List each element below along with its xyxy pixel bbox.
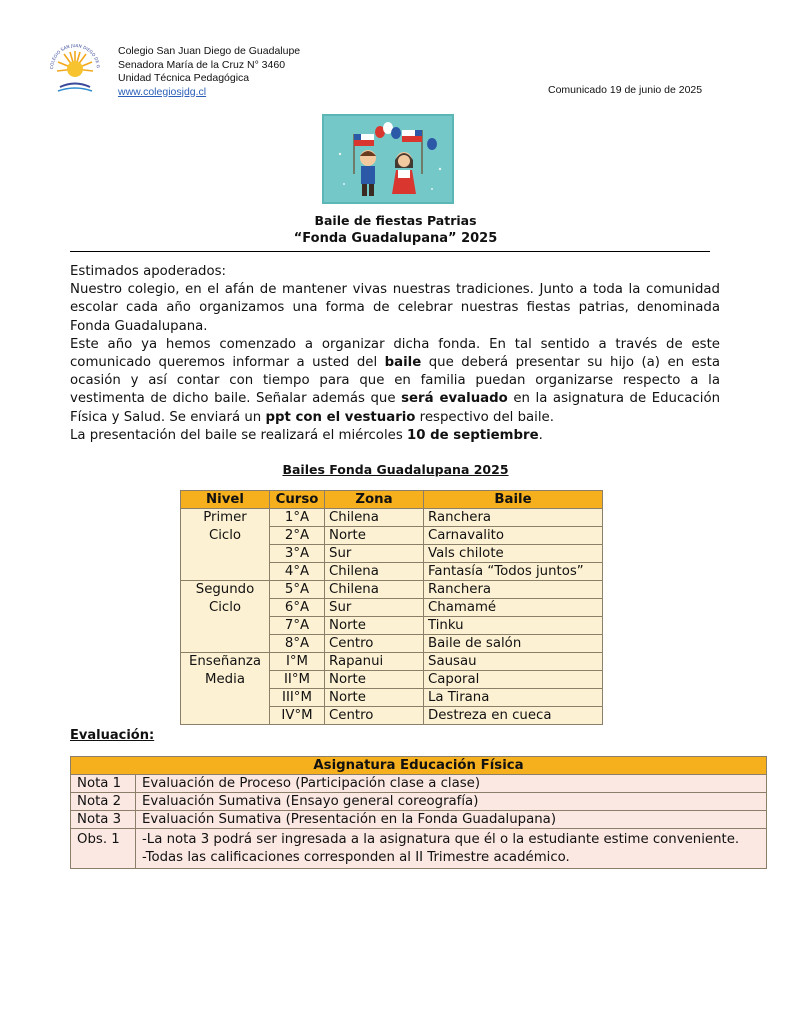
paragraph-1: Nuestro colegio, en el afán de mantener vivas nuestras tradiciones. Junto a toda la comunidad escolar cada año organizamos una forma de celebrar nuestras fiestas patrias, denominada Fonda Guadalupana. xyxy=(70,282,720,334)
comunicado-date: Comunicado 19 de junio de 2025 xyxy=(548,84,703,96)
curso-cell: 3°A xyxy=(270,545,325,563)
table-row xyxy=(71,793,767,811)
baile-cell: Sausau xyxy=(424,653,603,671)
column-header: Nivel xyxy=(181,491,270,509)
paragraph-2: Este año ya hemos comenzado a organizar dicha fonda. En tal sentido a través de este comunicado queremos informar a usted del baile que deberá presentar su hijo (a) en esta ocasión y así contar con tiempo para que en familia puedan organizarse respecto a la vestimenta de dicho baile. Señalar además que será evaluado en la asignatura de Educación Física y Salud. Se enviará un ppt con el vestuario respectivo del baile. xyxy=(70,336,721,425)
curso-cell: IV°M xyxy=(270,707,325,725)
zona-cell: Sur xyxy=(325,599,424,617)
body-text xyxy=(70,263,720,445)
nota-text: Evaluación de Proceso (Participación clase a clase) xyxy=(136,775,767,793)
nivel-cell: Segundo Ciclo xyxy=(181,581,270,653)
curso-cell: II°M xyxy=(270,671,325,689)
column-header: Curso xyxy=(270,491,325,509)
curso-cell: 2°A xyxy=(270,527,325,545)
fiestas-patrias-illustration xyxy=(322,114,454,204)
document-subtitle: “Fonda Guadalupana” 2025 xyxy=(293,231,498,246)
curso-cell: 1°A xyxy=(270,509,325,527)
baile-cell: Ranchera xyxy=(424,509,603,527)
table-row xyxy=(71,775,767,793)
evaluacion-header: Asignatura Educación Física xyxy=(71,757,767,775)
obs-line: -Todas las calificaciones corresponden al II Trimestre académico. xyxy=(142,849,570,865)
zona-cell: Centro xyxy=(325,635,424,653)
table-row xyxy=(71,811,767,829)
zona-cell: Chilena xyxy=(325,509,424,527)
baile-cell: Vals chilote xyxy=(424,545,603,563)
zona-cell: Centro xyxy=(325,707,424,725)
curso-cell: I°M xyxy=(270,653,325,671)
school-info xyxy=(118,45,300,99)
nota-text: Evaluación Sumativa (Presentación en la Fonda Guadalupana) xyxy=(136,811,767,829)
nota-label: Nota 1 xyxy=(71,775,136,793)
baile-cell: Chamamé xyxy=(424,599,603,617)
table-row xyxy=(181,581,603,599)
zona-cell: Rapanui xyxy=(325,653,424,671)
baile-cell: La Tirana xyxy=(424,689,603,707)
greeting: Estimados apoderados: xyxy=(70,264,227,279)
document-title: Baile de fiestas Patrias xyxy=(314,213,477,228)
title-divider xyxy=(70,251,710,252)
baile-cell: Carnavalito xyxy=(424,527,603,545)
curso-cell: 5°A xyxy=(270,581,325,599)
baile-cell: Baile de salón xyxy=(424,635,603,653)
curso-cell: 6°A xyxy=(270,599,325,617)
zona-cell: Chilena xyxy=(325,581,424,599)
table-row xyxy=(181,509,603,527)
website-link[interactable]: www.colegiosjdg.cl xyxy=(118,85,207,98)
zona-cell: Norte xyxy=(325,671,424,689)
obs-label: Obs. 1 xyxy=(71,829,136,869)
curso-cell: 4°A xyxy=(270,563,325,581)
school-name: Colegio San Juan Diego de Guadalupe xyxy=(118,45,301,57)
bailes-table xyxy=(180,490,603,725)
paragraph-3: La presentación del baile se realizará el miércoles 10 de septiembre. xyxy=(70,427,543,443)
zona-cell: Norte xyxy=(325,617,424,635)
baile-cell: Destreza en cueca xyxy=(424,707,603,725)
zona-cell: Norte xyxy=(325,689,424,707)
school-logo xyxy=(46,40,104,98)
evaluacion-title: Evaluación: xyxy=(70,728,155,743)
baile-cell: Ranchera xyxy=(424,581,603,599)
obs-text xyxy=(136,829,767,869)
zona-cell: Sur xyxy=(325,545,424,563)
column-header: Zona xyxy=(325,491,424,509)
zona-cell: Norte xyxy=(325,527,424,545)
column-header: Baile xyxy=(424,491,603,509)
baile-cell: Caporal xyxy=(424,671,603,689)
curso-cell: 8°A xyxy=(270,635,325,653)
table-row xyxy=(181,653,603,671)
bailes-table-title: Bailes Fonda Guadalupana 2025 xyxy=(282,462,509,477)
nota-text: Evaluación Sumativa (Ensayo general coreografía) xyxy=(136,793,767,811)
nota-label: Nota 2 xyxy=(71,793,136,811)
sun-icon xyxy=(57,51,93,77)
svg-text:COLEGIO SAN JUAN DIEGO DE GUAD: COLEGIO SAN JUAN DIEGO DE G xyxy=(48,42,102,70)
baile-cell: Tinku xyxy=(424,617,603,635)
obs-line: -La nota 3 podrá ser ingresada a la asignatura que él o la estudiante estime conveniente. xyxy=(142,832,740,847)
baile-cell: Fantasía “Todos juntos” xyxy=(424,563,603,581)
evaluacion-table xyxy=(70,756,767,869)
nota-label: Nota 3 xyxy=(71,811,136,829)
school-unit: Unidad Técnica Pedagógica xyxy=(118,72,250,84)
table-row xyxy=(71,829,767,869)
curso-cell: 7°A xyxy=(270,617,325,635)
school-address: Senadora María de la Cruz N° 3460 xyxy=(118,58,286,71)
zona-cell: Chilena xyxy=(325,563,424,581)
nivel-cell: Enseñanza Media xyxy=(181,653,270,725)
nivel-cell: Primer Ciclo xyxy=(181,509,270,581)
curso-cell: III°M xyxy=(270,689,325,707)
